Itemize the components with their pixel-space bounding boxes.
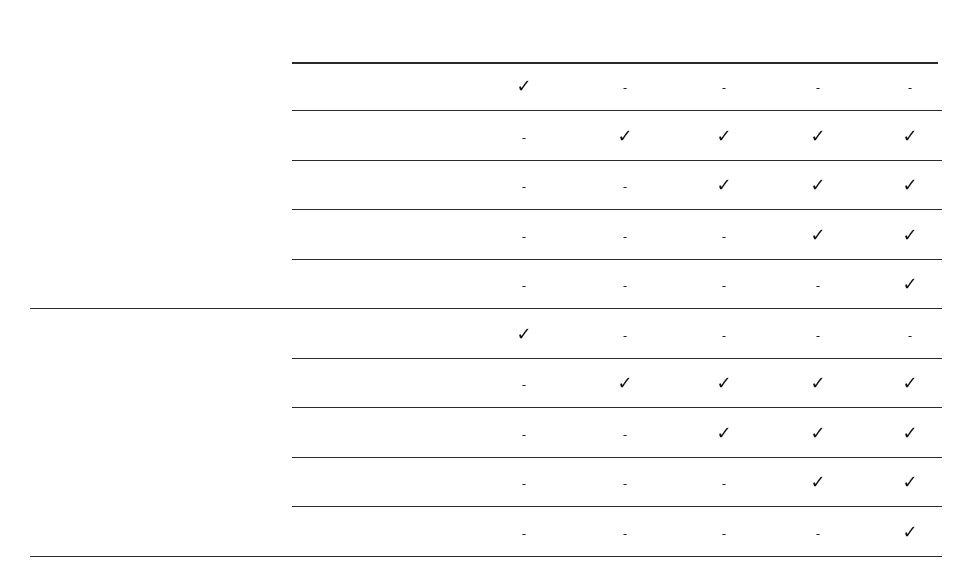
dash-cell — [704, 473, 744, 493]
dash-icon: - — [721, 526, 727, 541]
check-icon: ✓ — [716, 373, 732, 394]
dash-cell — [605, 77, 645, 97]
dash-icon: - — [721, 477, 727, 491]
dash-cell — [704, 77, 744, 97]
dash-cell — [605, 473, 645, 493]
check-mark-cell — [605, 127, 645, 147]
check-mark-cell — [704, 374, 744, 394]
check-mark-cell — [890, 374, 930, 394]
row-divider — [292, 110, 942, 111]
dash-icon: - — [815, 279, 821, 293]
dash-icon: - — [622, 328, 628, 343]
row-divider — [292, 358, 942, 359]
check-icon: ✓ — [617, 125, 633, 147]
dash-icon: - — [521, 477, 527, 491]
dash-cell — [504, 424, 544, 444]
check-mark-cell — [798, 127, 838, 147]
check-icon: ✓ — [902, 175, 918, 196]
check-icon: ✓ — [810, 422, 826, 444]
dash-icon: - — [622, 526, 628, 541]
check-mark-cell — [704, 127, 744, 147]
check-mark-cell — [890, 127, 930, 147]
check-icon: ✓ — [902, 422, 918, 444]
dash-cell — [890, 325, 930, 345]
dash-cell — [605, 523, 645, 543]
dash-icon: - — [815, 81, 821, 95]
check-mark-cell — [890, 226, 930, 246]
dash-icon: - — [521, 378, 527, 392]
check-icon: ✓ — [810, 373, 826, 394]
row-divider — [292, 407, 942, 408]
dash-icon: - — [622, 427, 628, 442]
dash-icon: - — [521, 427, 527, 442]
dash-cell — [704, 325, 744, 345]
check-mark-cell — [798, 226, 838, 246]
check-icon: ✓ — [716, 125, 732, 147]
dash-cell — [504, 473, 544, 493]
dash-icon: - — [521, 279, 527, 293]
dash-icon: - — [521, 130, 527, 145]
dash-icon: - — [622, 477, 628, 491]
dash-cell — [704, 226, 744, 246]
dash-icon: - — [721, 279, 727, 293]
dash-icon: - — [907, 328, 913, 343]
check-mark-cell — [798, 374, 838, 394]
check-icon: ✓ — [716, 422, 732, 444]
check-icon: ✓ — [810, 125, 826, 147]
dash-cell — [798, 325, 838, 345]
group-divider — [30, 556, 942, 557]
check-icon: ✓ — [902, 125, 918, 147]
dash-cell — [504, 127, 544, 147]
dash-icon: - — [721, 328, 727, 343]
check-mark-cell — [890, 473, 930, 493]
check-icon: ✓ — [516, 76, 532, 97]
check-icon: ✓ — [810, 175, 826, 196]
check-mark-cell — [890, 275, 930, 295]
dash-cell — [798, 275, 838, 295]
header-divider — [292, 62, 938, 64]
check-icon: ✓ — [516, 323, 532, 345]
check-icon: ✓ — [716, 175, 732, 196]
dash-icon: - — [721, 81, 727, 95]
dash-cell — [605, 325, 645, 345]
check-icon: ✓ — [902, 224, 918, 246]
check-mark-cell — [704, 176, 744, 196]
check-icon: ✓ — [902, 274, 918, 295]
row-divider — [292, 259, 942, 260]
check-mark-cell — [890, 176, 930, 196]
check-icon: ✓ — [902, 472, 918, 493]
dash-icon: - — [907, 81, 913, 95]
dash-cell — [605, 424, 645, 444]
dash-cell — [504, 176, 544, 196]
row-divider — [292, 160, 942, 161]
dash-icon: - — [521, 229, 527, 244]
check-mark-cell — [504, 325, 544, 345]
check-mark-cell — [798, 176, 838, 196]
check-mark-cell — [890, 523, 930, 543]
check-mark-cell — [704, 424, 744, 444]
dash-cell — [605, 226, 645, 246]
group-divider — [30, 308, 942, 309]
check-icon: ✓ — [902, 373, 918, 394]
dash-cell — [504, 374, 544, 394]
dash-cell — [605, 275, 645, 295]
dash-cell — [798, 77, 838, 97]
dash-cell — [504, 275, 544, 295]
check-mark-cell — [890, 424, 930, 444]
check-icon: ✓ — [810, 472, 826, 493]
dash-icon: - — [622, 279, 628, 293]
dash-cell — [504, 226, 544, 246]
dash-cell — [504, 523, 544, 543]
check-icon: ✓ — [810, 224, 826, 246]
dash-cell — [798, 523, 838, 543]
check-mark-cell — [798, 424, 838, 444]
check-icon: ✓ — [902, 521, 918, 543]
check-mark-cell — [798, 473, 838, 493]
dash-icon: - — [622, 180, 628, 194]
dash-icon: - — [622, 81, 628, 95]
check-icon: ✓ — [617, 373, 633, 394]
row-divider — [292, 457, 942, 458]
check-mark-cell — [504, 77, 544, 97]
dash-icon: - — [721, 229, 727, 244]
dash-icon: - — [815, 328, 821, 343]
row-divider — [292, 506, 942, 507]
dash-cell — [704, 523, 744, 543]
check-mark-cell — [605, 374, 645, 394]
row-divider — [292, 209, 942, 210]
dash-icon: - — [521, 180, 527, 194]
dash-cell — [890, 77, 930, 97]
dash-icon: - — [521, 526, 527, 541]
dash-cell — [704, 275, 744, 295]
dash-icon: - — [815, 526, 821, 541]
dash-cell — [605, 176, 645, 196]
dash-icon: - — [622, 229, 628, 244]
